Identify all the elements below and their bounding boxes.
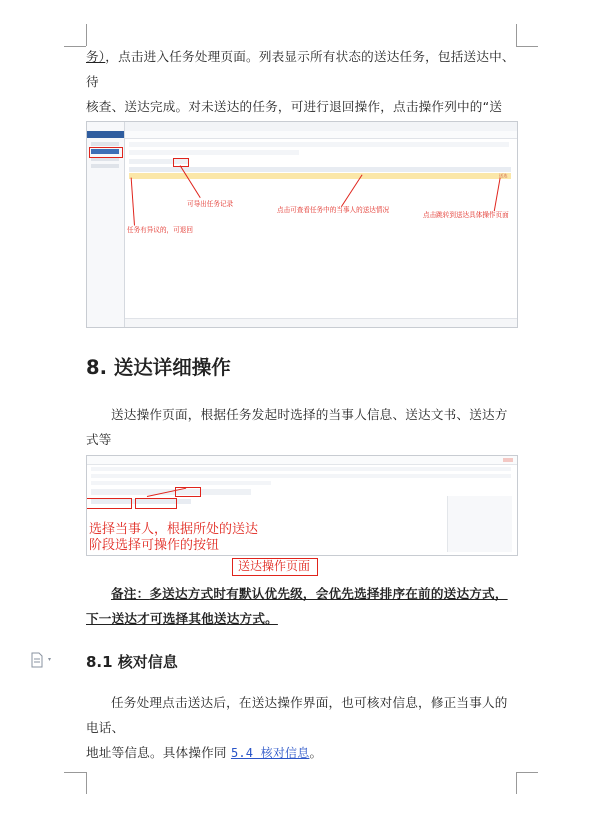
delivery-operation-screenshot [86,455,518,556]
cross-reference-link[interactable]: 5.4 核对信息 [230,746,310,760]
highlight-sidebar-item [89,147,123,158]
crop-mark-top-right-v [516,24,517,46]
underlined-fragment: 务） [86,49,106,64]
note-label: 备注： [111,586,150,601]
crop-mark-bottom-right-v [516,772,517,794]
arrow-jump [493,178,500,212]
right-info-panel [447,496,512,552]
info-row-3 [91,481,271,485]
document-icon[interactable] [30,652,44,668]
sidebar-item-1[interactable] [91,142,119,146]
sidebar-header [87,131,124,138]
screenshot-caption: 送达操作页面 [238,559,311,573]
note-paragraph: 备注：多送达方式时有默认优先级，会优先选择排序在前的送达方式， 下一送达才可选择其他送达方式。 [86,586,508,626]
crop-mark-top-left-h [64,46,86,47]
crop-mark-top-left-v [86,24,87,46]
arrow-status [341,174,363,207]
info-row-1 [91,467,511,471]
crop-mark-top-right-h [516,46,538,47]
close-icon[interactable] [503,458,513,462]
chevron-down-icon[interactable]: ▾ [48,656,52,663]
tabs-strip [125,131,517,139]
task-list-screenshot [86,121,518,328]
table-header [129,167,511,172]
filter-row-2 [129,150,299,155]
arrow-return [130,178,135,226]
section-8-1-heading: 8.1 核对信息 [86,653,178,671]
dialog-title-bar [87,456,517,465]
row-action-link[interactable]: 送达 [499,173,508,178]
section-8-paragraph: 送达操作页面，根据任务发起时选择的当事人信息、送达文书、送达方式等 [86,407,508,447]
annotation-export: 可导出任务记录 [187,200,234,208]
sidebar-item-4[interactable] [91,164,119,168]
annotation-return: 任务有异议的，可退回 [127,226,193,234]
annotation-select-party-line2: 阶段选择可操作的按钮 [89,538,220,553]
info-row-2 [91,474,511,478]
section-8-1-paragraph: 任务处理点击送达后，在送达操作界面，也可核对信息，修正当事人的电话、 地址等信息。具体操作同 5.4 核对信息。 [86,695,508,760]
highlight-stage-buttons [135,498,177,509]
highlight-party-buttons [86,498,132,509]
annotation-select-party-line1: 选择当事人，根据所处的送达 [89,522,259,537]
pagination-bar [125,318,517,328]
section-8-heading: 8. 送达详细操作 [86,356,231,379]
crop-mark-bottom-right-h [516,772,538,773]
annotation-view-status: 点击可查看任务中的当事人的送达情况 [277,206,390,214]
annotation-jump: 点击跳转到送达具体操作页面 [423,211,509,219]
crop-mark-bottom-left-v [86,772,87,794]
crop-mark-bottom-left-h [64,772,86,773]
filter-row-1 [129,142,509,147]
intro-paragraph: 务），点击进入任务处理页面。列表显示所有状态的送达任务，包括送达中、待 核查、送达完成。对未送达的任务，可进行退回操作，点击操作列中的“送 [86,49,515,114]
